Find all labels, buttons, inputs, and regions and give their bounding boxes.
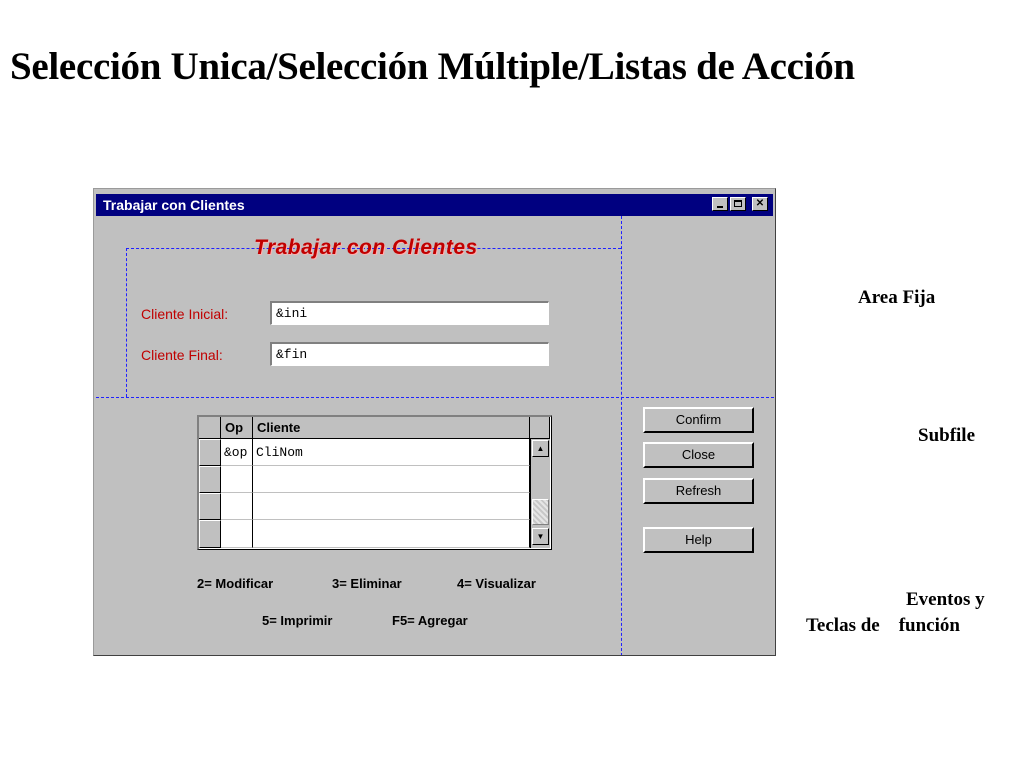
grid-cell-cliente[interactable] bbox=[253, 466, 530, 493]
window-title: Trabajar con Clientes bbox=[103, 197, 245, 213]
grid-cell-op[interactable]: &op bbox=[221, 439, 253, 466]
arrow-up-icon: ▲ bbox=[536, 444, 545, 453]
refresh-button[interactable]: Refresh bbox=[643, 478, 754, 504]
guide-fixed-left bbox=[126, 248, 127, 397]
app-window bbox=[93, 188, 776, 656]
eventos-label-line2: Teclas de función bbox=[806, 615, 960, 636]
arrow-down-icon: ▼ bbox=[536, 532, 545, 541]
minimize-button[interactable] bbox=[712, 197, 728, 211]
area-fija-label: Area Fija bbox=[858, 287, 936, 308]
subfile-label: Subfile bbox=[918, 425, 976, 446]
maximize-icon bbox=[734, 200, 742, 207]
grid-cell-cliente[interactable] bbox=[253, 493, 530, 520]
option-agregar: F5= Agregar bbox=[392, 613, 468, 628]
confirm-button[interactable]: Confirm bbox=[643, 407, 754, 433]
guide-vertical-divider bbox=[621, 216, 622, 656]
grid-header-cliente[interactable]: Cliente bbox=[253, 417, 530, 439]
slide-title: Selección Unica/Selección Múltiple/Listas de Acción bbox=[10, 45, 855, 88]
grid-cell-op[interactable] bbox=[221, 466, 253, 493]
grid-cell-cliente[interactable]: CliNom bbox=[253, 439, 530, 466]
row-selector[interactable] bbox=[199, 439, 221, 466]
close-icon: ✕ bbox=[755, 198, 765, 209]
option-visualizar: 4= Visualizar bbox=[457, 576, 536, 591]
cliente-final-label: Cliente Final: bbox=[141, 347, 223, 363]
window-titlebar[interactable] bbox=[96, 194, 773, 216]
scroll-down-button[interactable] bbox=[532, 528, 549, 545]
grid-header-op[interactable]: Op bbox=[221, 417, 253, 439]
eventos-label-line1: Eventos y bbox=[906, 589, 985, 610]
row-selector[interactable] bbox=[199, 466, 221, 493]
form-heading: Trabajar con Clientes bbox=[254, 236, 478, 259]
cliente-inicial-label: Cliente Inicial: bbox=[141, 306, 229, 322]
help-button[interactable]: Help bbox=[643, 527, 754, 553]
subfile-grid[interactable] bbox=[197, 415, 552, 550]
grid-cell-op[interactable] bbox=[221, 493, 253, 520]
cliente-inicial-input[interactable]: &ini bbox=[270, 301, 549, 325]
row-selector[interactable] bbox=[199, 493, 221, 520]
maximize-button[interactable] bbox=[730, 197, 746, 211]
scroll-thumb[interactable] bbox=[532, 499, 549, 525]
grid-scrollbar[interactable] bbox=[530, 439, 550, 548]
close-window-button[interactable] bbox=[752, 197, 768, 211]
option-modificar: 2= Modificar bbox=[197, 576, 274, 591]
row-selector[interactable] bbox=[199, 520, 221, 548]
option-imprimir: 5= Imprimir bbox=[262, 613, 333, 628]
close-button[interactable]: Close bbox=[643, 442, 754, 468]
grid-corner-header bbox=[199, 417, 221, 439]
grid-cell-op[interactable] bbox=[221, 520, 253, 548]
scroll-up-button[interactable] bbox=[532, 440, 549, 457]
cliente-final-input[interactable]: &fin bbox=[270, 342, 549, 366]
grid-header-filler bbox=[530, 417, 550, 439]
minimize-icon bbox=[717, 206, 723, 208]
option-eliminar: 3= Eliminar bbox=[332, 576, 402, 591]
guide-horizontal-divider bbox=[96, 397, 774, 398]
grid-cell-cliente[interactable] bbox=[253, 520, 530, 548]
